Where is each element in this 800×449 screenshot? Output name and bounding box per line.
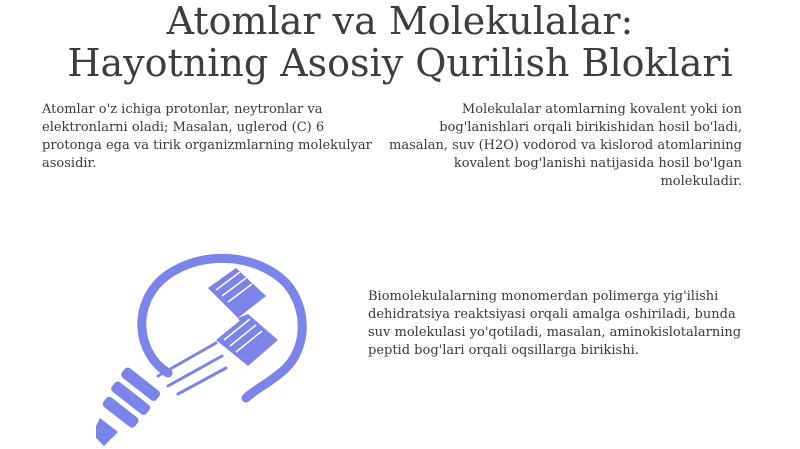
atoms-paragraph: Atomlar o'z ichiga protonlar, neytronlar va elektronlarni oladi; Masalan, uglerod (C) 6 protonga ega va tirik organizmlarning molekulyar asosidir.: [42, 102, 372, 171]
title-line-1: Atomlar va Molekulalar:: [166, 0, 634, 43]
page-title: [0, 0, 800, 84]
biomolecules-paragraph: Biomolekulalarning monomerdan polimerga yig'ilishi dehidratsiya reaktsiyasi orqali amalga oshiriladi, bunda suv molekulasi yo'qotiladi, masalan, aminokislotalarning peptid bog'lari orqali oqsillarga birikishi.: [368, 289, 742, 358]
molecules-paragraph: Molekulalar atomlarning kovalent yoki ion bog'lanishlari orqali birikishidan hosil bo'ladi, masalan, suv (H2O) vodorod va kislorod atomlarining kovalent bog'lanishi natijasida hosil bo'lgan molekuladir.: [389, 102, 742, 189]
lightbulb-book-icon: [96, 248, 316, 448]
title-line-2: Hayotning Asosiy Qurilish Bloklari: [67, 41, 733, 85]
